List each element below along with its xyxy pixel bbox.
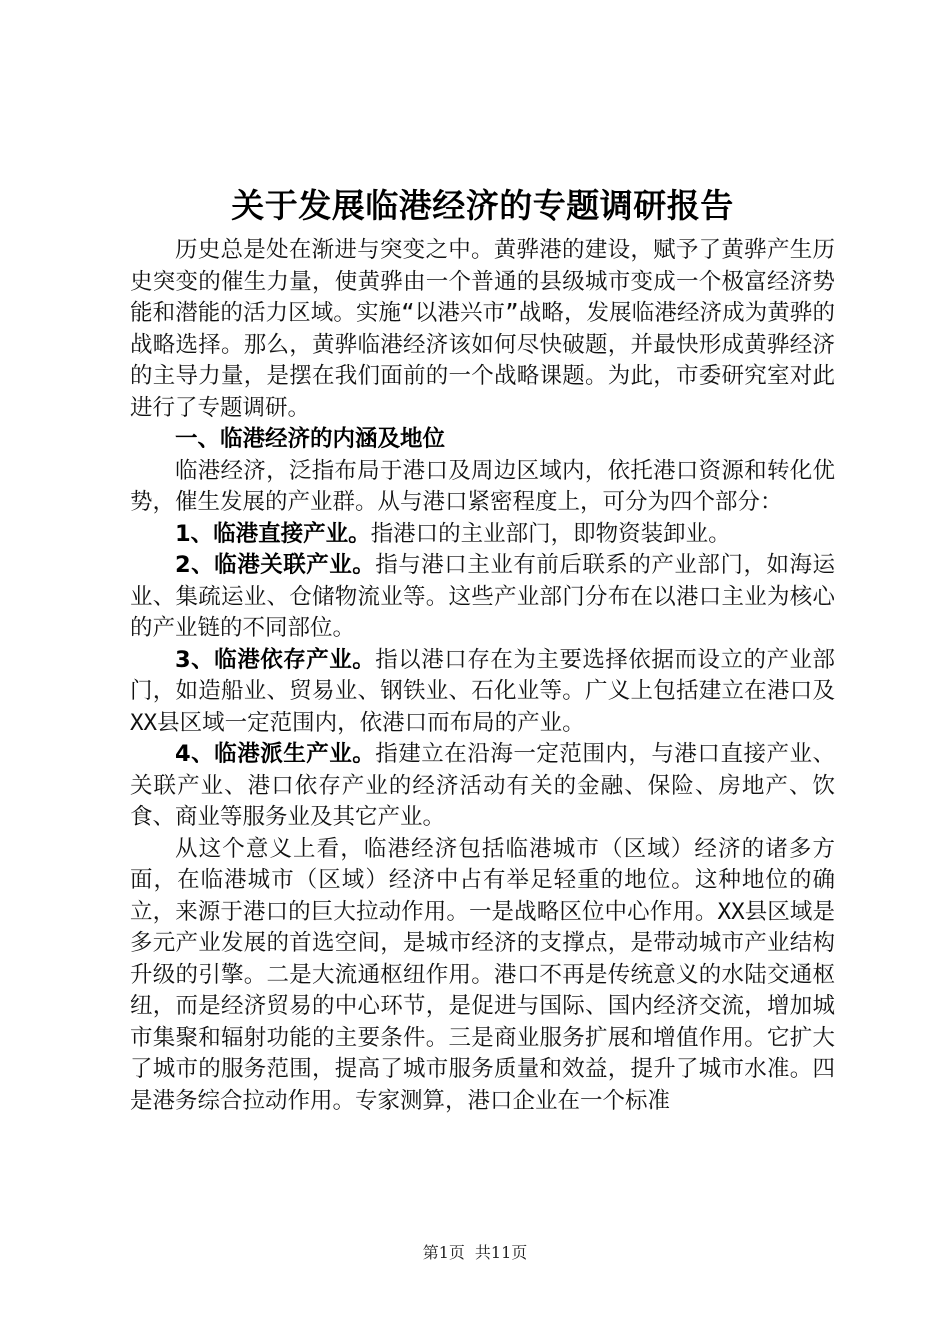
list-item-direct-industry	[130, 519, 835, 551]
list-item-text: 指以港口存在为主要选择依据而设立的产业部门，如造船业、贸易业、钢铁业、石化业等。广义上包括建立在港口及XX县区域一定范围内，依港口而布局的产业。	[130, 646, 835, 736]
document-title: 关于发展临港经济的专题调研报告	[231, 186, 734, 225]
list-item-lead: 2、临港关联产业。	[175, 552, 376, 578]
page-total: 共11页	[474, 1243, 528, 1262]
list-item-text: 指与港口主业有前后联系的产业部门，如海运业、集疏运业、仓储物流业等。这些产业部门分布在以港口主业为核心的产业链的不同部位。	[130, 552, 835, 641]
page-footer	[0, 1242, 950, 1264]
list-item-text: 指港口的主业部门，即物资装卸业。	[370, 520, 731, 547]
list-item-lead: 1、临港直接产业。	[175, 520, 371, 547]
intro-paragraph: 历史总是处在渐进与突变之中。黄骅港的建设，赋予了黄骅产生历史突变的催生力量，使黄骅由一个普通的县级城市变成一个极富经济势能和潜能的活力区域。实施“以港兴市”战略，发展临港经济成为黄骅的战略选择。那么，黄骅临港经济该如何尽快破题，并最快形成黄骅经济的主导力量，是摆在我们面前的一个战略课题。为此，市委研究室对此进行了专题调研。	[130, 237, 835, 421]
document-body	[130, 183, 835, 1117]
list-item-text: 指建立在沿海一定范围内，与港口直接产业、关联产业、港口依存产业的经济活动有关的金融、保险、房地产、饮食、商业等服务业及其它产业。	[130, 741, 835, 830]
list-item-derived-industry	[130, 739, 835, 834]
list-item-lead: 4、临港派生产业。	[175, 741, 376, 767]
definition-paragraph: 临港经济，泛指布局于港口及周边区域内，依托港口资源和转化优势，催生发展的产业群。从与港口紧密程度上，可分为四个部分：	[130, 457, 835, 515]
list-item-related-industry	[130, 550, 835, 645]
section-heading: 一、临港经济的内涵及地位	[175, 426, 446, 452]
list-item-dependent-industry	[130, 645, 835, 740]
page-number: 第1页	[422, 1243, 465, 1262]
significance-paragraph: 从这个意义上看，临港经济包括临港城市（区域）经济的诸多方面，在临港城市（区域）经济中占有举足轻重的地位。这种地位的确立，来源于港口的巨大拉动作用。一是战略区位中心作用。XX县区域是多元产业发展的首选空间，是城市经济的支撑点，是带动城市产业结构升级的引擎。二是大流通枢纽作用。港口不再是传统意义的水陆交通枢纽，而是经济贸易的中心环节，是促进与国际、国内经济交流，增加城市集聚和辐射功能的主要条件。三是商业服务扩展和增值作用。它扩大了城市的服务范围，提高了城市服务质量和效益，提升了城市水准。四是港务综合拉动作用。专家测算，港口企业在一个标准	[130, 835, 835, 1114]
list-item-lead: 3、临港依存产业。	[175, 646, 376, 673]
